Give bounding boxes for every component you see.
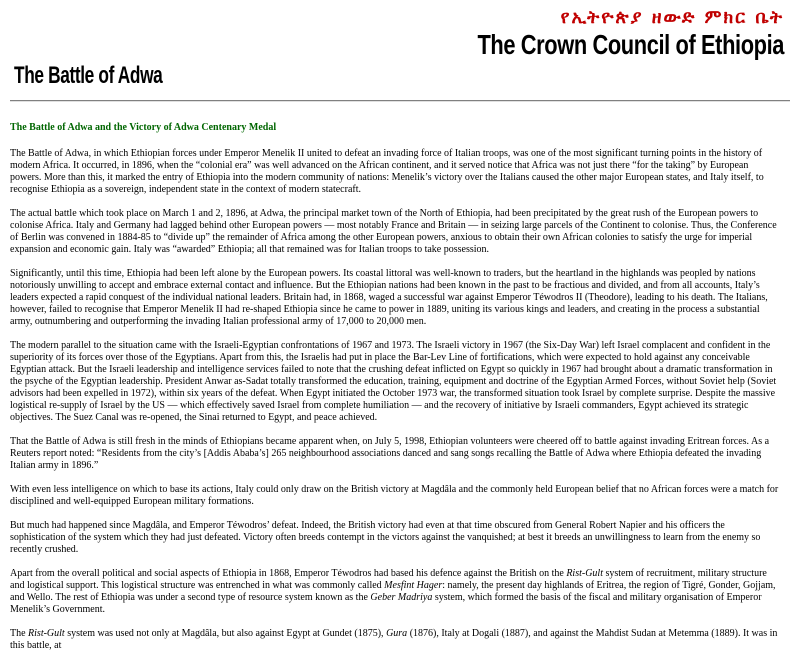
article-body	[10, 122, 782, 664]
term-rist-gult: Rist-Gult	[566, 568, 603, 579]
amharic-title: የኢትዮጵያ ዘውድ ምክር ቤት	[560, 7, 784, 28]
paragraph-9-text: (1876), Italy at Dogali (1887), and against the Mahdist Sudan at Metemma (1889). It was in this battle, at	[10, 628, 778, 651]
term-gura: Gura	[386, 628, 408, 639]
paragraph-2: The actual battle which took place on March 1 and 2, 1896, at Adwa, the principal market town of the North of Ethiopia, had been precipitated by the great rush of the European powers to colonise Africa. Italy and Germany had lagged behind other European powers — most notably France and Britain — in seizing large parcels of the Continent to colonise. Thus, the Conference of Berlin was convened in 1884-85 to “divide up” the remainder of Africa among the other European powers, anxious to obtain their own African colonies to satisfy the urge for imperial expansion and economic gain. Italy was “awarded” Ethiopia; all that remained was for Italian troops to take possession.	[10, 208, 777, 255]
paragraph-3: Significantly, until this time, Ethiopia had been left alone by the European powers. Its coastal littoral was well-known to traders, but the heartland in the highlands was peopled by nations notoriously unwilling to accept and embrace external contact and influence. But the Ethiopian nations had been known in the past to be fractious and divided, and from all accounts, Italy’s leaders expected a rapid conquest of the individual national leaders. Britain had, in 1868, waged a successful war against Emperor Téwodros II (Theodore), leading to his death. The Italians, however, failed to recognise that Emperor Menelik II had re-shaped Ethiopia since he came to power in 1889, uniting its various kings and leaders, and creating in the process a substantial army, outnumbering and outperforming the invading Italian professional army of 17,000 to 20,000 men.	[10, 268, 768, 327]
masthead	[391, 8, 784, 60]
paragraph-4: The modern parallel to the situation came with the Israeli-Egyptian confrontations of 1967 and 1973. The Israeli victory in 1967 (the Six-Day War) left Israel complacent and confident in the superiority of its forces over those of the Egyptians. Apart from this, the Israelis had put in place the Bar-Lev Line of fortifications, which were expected to hold against any conceivable Egyptian attack. But the Israeli leadership and intelligence services failed to note that the crushing defeat inflicted on Egypt so quickly in 1967 had brought about a dramatic transformation in the psyche of the Egyptian leadership. President Anwar as-Sadat totally transformed the education, training, equipment and doctrine of the Egyptian Armed Forces, without Soviet help (Soviet advisors had been expelled in 1972), within six years of the defeat. When Egypt initiated the October 1973 war, the transformed situation took Israel by complete surprise. Despite the massive logistical re-supply of Israel by the US — which effectively saved Israel from complete humiliation — and the recovery of initiative by Israeli commanders, Egypt achieved its strategic objectives. The Suez Canal was re-opened, the Sinai returned to Egypt, and peace achieved.	[10, 340, 777, 423]
paragraph-9-text: system was used not only at Magdâla, but also against Egypt at Gundet (1875),	[64, 628, 387, 639]
article-subheading: The Battle of Adwa and the Victory of Adwa Centenary Medal	[10, 122, 277, 133]
term-rist-gult: Rist-Gult	[28, 628, 65, 639]
paragraph-5: That the Battle of Adwa is still fresh in the minds of Ethiopians became apparent when, on July 5, 1998, Ethiopian volunteers were cheered off to battle against invading Eritrean forces. As a Reuters report noted: “Residents from the city’s [Addis Ababa’s] 265 neighbourhood associations danced and sang songs recalling the Battle of Adwa where Ethiopia defeated the invading Italian army in 1896.”	[10, 436, 770, 471]
paragraph-9-text: The	[10, 628, 29, 639]
paragraph-8-text: system of recruitment, military structure and logistical support. This logistical structure was entrenched in what was commonly called	[10, 568, 767, 591]
term-mesfint-hager: Mesfint Hager	[384, 580, 443, 591]
paragraph-1: The Battle of Adwa, in which Ethiopian forces under Emperor Menelik II united to defeat an invading force of Italian troops, was one of the most significant turning points in the history of modern Africa. It occurred, in 1896, when the “colonial era” was well advanced on the African continent, and it served notice that Africa was not just there “for the taking” by European powers. More than this, it marked the entry of Ethiopia into the modern community of nations: Menelik’s victory over the Italians caused the other major European states, and Italy itself, to recognise Ethiopia as a sovereign, independent state in the context of modern statecraft.	[10, 148, 764, 195]
divider	[10, 100, 790, 102]
paragraph-6: With even less intelligence on which to base its actions, Italy could only draw on the British victory at Magdâla and the commonly held European belief that no African forces were a match for disciplined and well-equipped European military formations.	[10, 484, 779, 507]
paragraph-8-text: : namely, the present day highlands of Eritrea, the region of Tigré, Gonder, Gojjam, and Wello. The rest of Ethiopia was under a second type of resource system known as the	[10, 580, 776, 603]
term-geber-madriya: Geber Madriya	[370, 592, 433, 603]
paragraph-8	[10, 568, 782, 616]
paragraph-7: But much had happened since Magdâla, and Emperor Téwodros’ defeat. Indeed, the British victory had even at that time obscured from General Robert Napier and his officers the sophistication of the system which they had just defeated. Victory often breeds contempt in the victors against the vanquished; at best it breeds an unwillingness to learn from the enemy so recently crushed.	[10, 520, 761, 555]
council-name: The Crown Council of Ethiopia	[477, 29, 784, 60]
page-title: The Battle of Adwa	[14, 62, 163, 89]
paragraph-8-text: system, which formed the basis of the fiscal and military organisation of Emperor Menelik’s Government.	[10, 592, 762, 615]
paragraph-9	[10, 628, 782, 652]
paragraph-8-text: Apart from the overall political and social aspects of Ethiopia in 1868, Emperor Téwodros had based his defence against the British on the	[10, 568, 567, 579]
